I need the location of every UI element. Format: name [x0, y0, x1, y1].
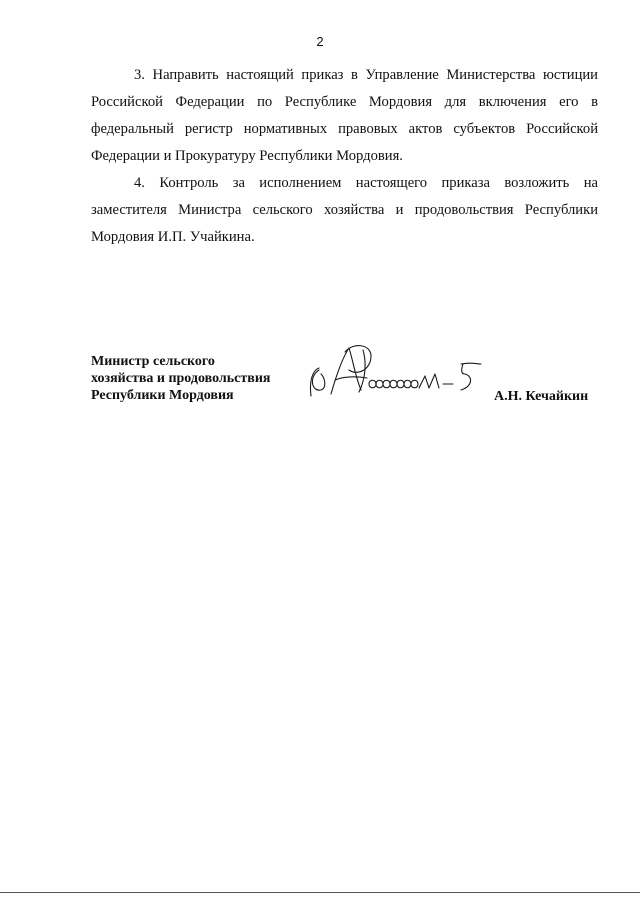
handwritten-signature	[305, 340, 485, 400]
text-line: федеральный регистр нормативных правовых актов субъектов Российской	[91, 121, 598, 137]
text-line: Мордовия И.П. Учайкина.	[91, 229, 255, 245]
text-line: Российской Федерации по Республике Мордовия для включения его в	[91, 94, 598, 110]
paragraph-3	[91, 62, 598, 170]
position-line: Республики Мордовия	[91, 388, 234, 403]
text-line: 4. Контроль за исполнением настоящего приказа возложить на	[134, 175, 598, 191]
text-line: Федерации и Прокуратуру Республики Мордовия.	[91, 148, 403, 164]
footer-divider	[0, 892, 640, 893]
paragraph-4	[91, 170, 598, 251]
signatory-position	[91, 353, 270, 404]
document-body	[91, 62, 598, 251]
signer-name: А.Н. Кечайкин	[494, 389, 589, 404]
page-number: 2	[316, 34, 324, 49]
position-line: Министр сельского	[91, 354, 215, 369]
position-line: хозяйства и продовольствия	[91, 371, 271, 386]
text-line: заместителя Министра сельского хозяйства и продовольствия Республики	[91, 202, 598, 218]
text-line: 3. Направить настоящий приказ в Управление Министерства юстиции	[134, 67, 598, 83]
